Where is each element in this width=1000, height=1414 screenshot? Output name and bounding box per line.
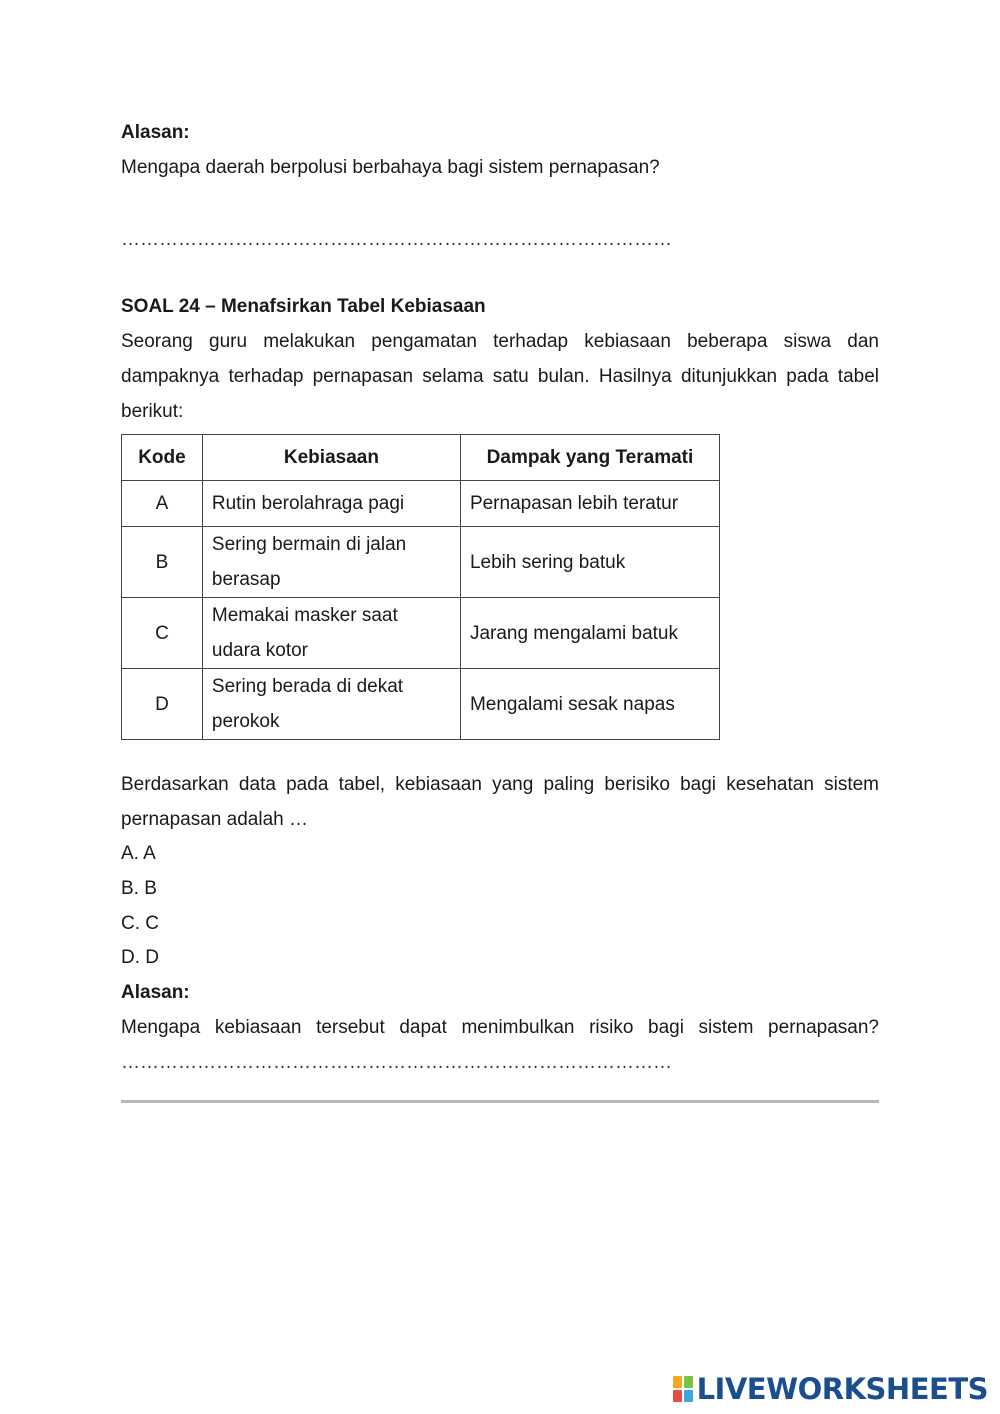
row-impact: Jarang mengalami batuk — [460, 598, 719, 669]
option-c[interactable]: C. C — [121, 913, 159, 934]
liveworksheets-logo — [673, 1372, 988, 1406]
table-row — [122, 598, 720, 669]
table-header-kode: Kode — [122, 435, 203, 481]
soal24-intro: Seorang guru melakukan pengamatan terhadap kebiasaan beberapa siswa dan dampaknya terhadap pernapasan selama satu bulan. Hasilnya ditunjukkan pada tabel berikut: — [121, 331, 879, 422]
row-code: D — [122, 669, 203, 740]
prev-reason-heading: Alasan: — [121, 122, 190, 143]
table-header-kebiasaan: Kebiasaan — [202, 435, 460, 481]
table-row — [122, 481, 720, 527]
row-habit: Rutin berolahraga pagi — [202, 481, 460, 527]
soal24-question: Berdasarkan data pada tabel, kebiasaan yang paling berisiko bagi kesehatan sistem pernapasan adalah … — [121, 774, 879, 830]
table-row — [122, 669, 720, 740]
habits-table — [121, 434, 720, 740]
reason-answer-line[interactable]: …………………………………………………………………………… — [121, 1052, 672, 1073]
option-a[interactable]: A. A — [121, 843, 156, 864]
reason-heading: Alasan: — [121, 982, 190, 1003]
row-code: A — [122, 481, 203, 527]
row-code: B — [122, 527, 203, 598]
row-impact: Lebih sering batuk — [460, 527, 719, 598]
row-habit: Sering bermain di jalan berasap — [202, 527, 460, 598]
row-code: C — [122, 598, 203, 669]
liveworksheets-mark-icon — [673, 1376, 693, 1402]
row-impact: Mengalami sesak napas — [460, 669, 719, 740]
row-impact: Pernapasan lebih teratur — [460, 481, 719, 527]
option-d[interactable]: D. D — [121, 947, 159, 968]
prev-reason-question: Mengapa daerah berpolusi berbahaya bagi sistem pernapasan? — [121, 157, 660, 178]
prev-answer-line[interactable]: …………………………………………………………………………… — [121, 229, 672, 250]
table-header-dampak: Dampak yang Teramati — [460, 435, 719, 481]
reason-question: Mengapa kebiasaan tersebut dapat menimbulkan risiko bagi sistem pernapasan? — [121, 1017, 879, 1038]
row-habit: Memakai masker saat udara kotor — [202, 598, 460, 669]
table-row — [122, 527, 720, 598]
logo-text: LIVEWORKSHEETS — [696, 1372, 988, 1406]
row-habit: Sering berada di dekat perokok — [202, 669, 460, 740]
section-divider — [121, 1100, 879, 1103]
soal24-title: SOAL 24 – Menafsirkan Tabel Kebiasaan — [121, 296, 486, 317]
option-b[interactable]: B. B — [121, 878, 157, 899]
